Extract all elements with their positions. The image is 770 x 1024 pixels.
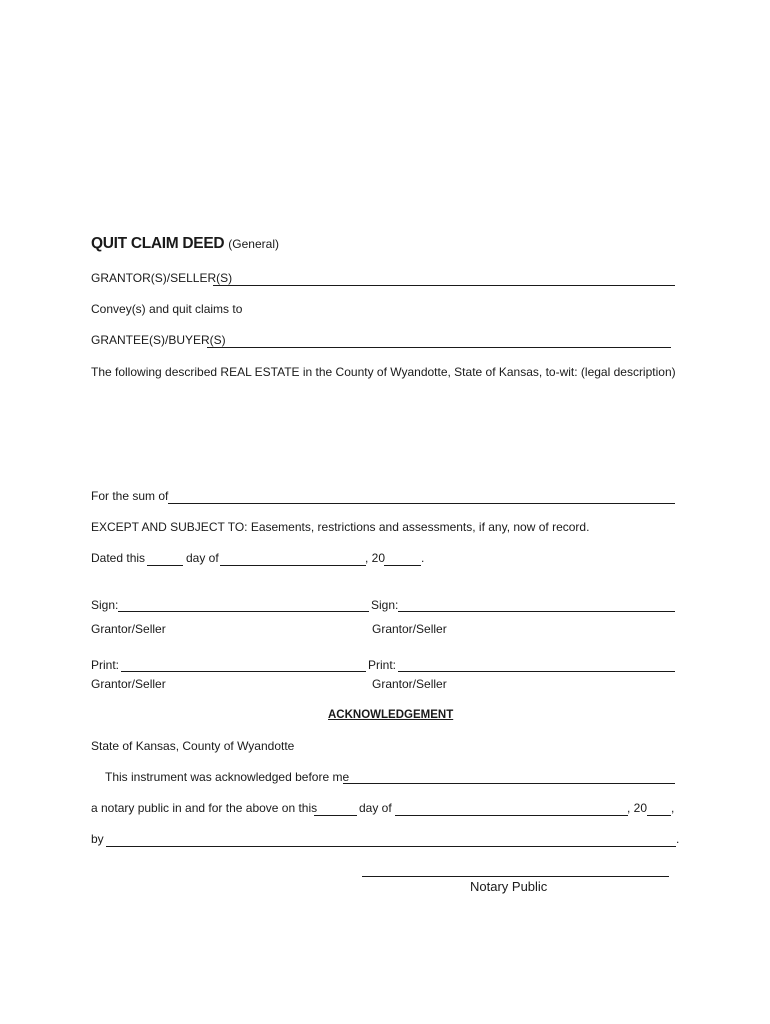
convey-text: Convey(s) and quit claims to [91,302,243,316]
sign-label-right: Sign: [371,598,399,612]
print-label-left: Print: [91,658,120,672]
real-estate-text: The following described REAL ESTATE in the County of Wyandotte, State of Kansas, to-wit: (legal description) [91,365,676,379]
title-main: QUIT CLAIM DEED [91,235,225,252]
grantor-role-print-left: Grantor/Seller [91,677,166,691]
state-county-text: State of Kansas, County of Wyandotte [91,739,295,753]
dated-year-label: , 20 [365,551,386,565]
grantor-field-line[interactable] [213,285,675,286]
notary-month-line[interactable] [395,815,628,816]
by-line[interactable] [106,846,676,847]
sign-label-left: Sign: [91,598,119,612]
grantor-label: GRANTOR(S)/SELLER(S) [91,271,233,285]
sum-label: For the sum of [91,489,169,503]
sign-line-right[interactable] [398,611,675,612]
except-text: EXCEPT AND SUBJECT TO: Easements, restrictions and assessments, if any, now of record. [91,520,590,534]
dated-this-label: Dated this [91,551,146,565]
notary-year-line[interactable] [647,815,671,816]
grantee-label: GRANTEE(S)/BUYER(S) [91,333,226,347]
document-title [91,235,279,253]
grantor-role-sign-right: Grantor/Seller [372,622,447,636]
notary-year-end: , [671,801,675,815]
acknowledged-before-line[interactable] [343,783,675,784]
notary-prefix-text: a notary public in and for the above on this [91,801,318,815]
grantee-field-line[interactable] [207,347,671,348]
notary-signature-line[interactable] [362,876,669,877]
dated-day-of-label: day of [186,551,219,565]
notary-day-line[interactable] [314,815,357,816]
acknowledgement-heading: ACKNOWLEDGEMENT [328,709,454,721]
sum-field-line[interactable] [168,503,675,504]
notary-day-of-label: day of [359,801,392,815]
dated-day-line[interactable] [147,565,183,566]
title-subtitle: (General) [228,237,279,251]
acknowledged-before-text: This instrument was acknowledged before me [105,770,350,784]
notary-year-label: , 20 [627,801,648,815]
dated-end: . [421,551,425,565]
by-end: . [676,832,680,846]
sign-line-left[interactable] [118,611,369,612]
print-line-left[interactable] [121,671,366,672]
dated-month-line[interactable] [220,565,366,566]
notary-public-label: Notary Public [470,879,548,894]
grantor-role-print-right: Grantor/Seller [372,677,447,691]
grantor-role-sign-left: Grantor/Seller [91,622,166,636]
by-label: by [91,832,104,846]
dated-year-line[interactable] [384,565,421,566]
print-line-right[interactable] [398,671,675,672]
print-label-right: Print: [368,658,397,672]
